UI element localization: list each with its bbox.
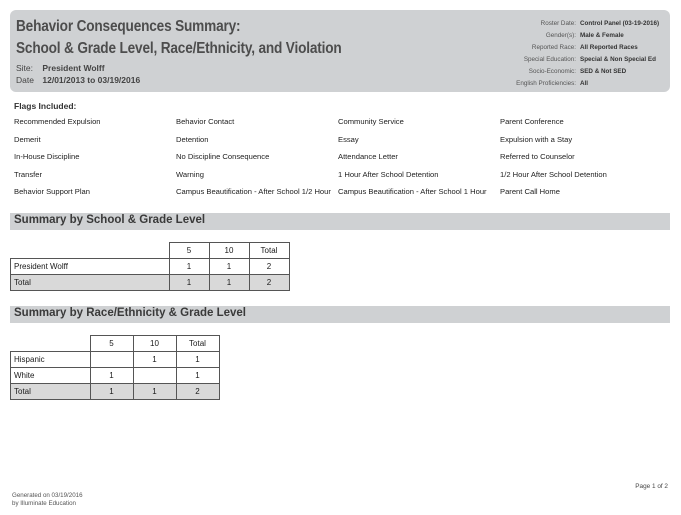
flag-item: Transfer	[14, 169, 42, 179]
date-label: Date	[16, 75, 34, 85]
table-cell	[133, 368, 176, 384]
flag-item: Parent Call Home	[500, 187, 560, 196]
filter-value: All	[580, 80, 589, 87]
site-value: President Wolff	[42, 63, 105, 73]
date-value: 12/01/2013 to 03/19/2016	[42, 75, 141, 85]
filter-value: Special & Non Special Ed	[580, 56, 656, 63]
column-header: 10	[209, 243, 249, 259]
race-section-header	[10, 306, 670, 323]
column-header: Total	[176, 336, 219, 352]
column-header: 10	[133, 336, 176, 352]
school-grade-table	[10, 242, 290, 291]
flag-item: 1/2 Hour After School Detention	[500, 169, 607, 179]
filter-row	[456, 42, 660, 54]
flag-item: Parent Conference	[500, 117, 564, 126]
flag-item: Detention	[176, 134, 209, 144]
school-section-header	[10, 213, 670, 230]
table-cell	[90, 352, 133, 368]
table-cell: 1	[169, 259, 209, 275]
row-label: Total	[11, 384, 91, 400]
column-header: Total	[249, 243, 289, 259]
table-cell: 1	[90, 368, 133, 384]
column-header: 5	[90, 336, 133, 352]
flag-item: Community Service	[338, 117, 404, 126]
filter-label: Reported Race:	[531, 44, 576, 51]
column-header: 5	[169, 243, 209, 259]
filter-value: Control Panel (03-19-2016)	[580, 20, 660, 27]
filter-row	[456, 18, 660, 30]
flag-item: Behavior Contact	[176, 117, 235, 126]
filter-summary	[456, 18, 660, 90]
flag-item: Campus Beautification - After School 1/2 Hour	[176, 187, 331, 196]
site-label: Site:	[16, 63, 34, 73]
table-total-row	[11, 384, 220, 400]
table-cell: 1	[176, 352, 219, 368]
filter-value: All Reported Races	[580, 44, 638, 51]
row-label: President Wolff	[11, 259, 170, 275]
table-cell: 2	[176, 384, 219, 400]
flag-item: No Discipline Consequence	[176, 152, 270, 161]
site-date-block	[16, 62, 140, 86]
row-label: Total	[11, 275, 170, 291]
table-cell: 1	[209, 259, 249, 275]
generated-by: by Illuminate Education	[12, 500, 76, 507]
filter-label: English Proficiencies:	[516, 80, 576, 87]
flag-item: 1 Hour After School Detention	[338, 169, 439, 179]
school-section-title: Summary by School & Grade Level	[14, 214, 206, 226]
report-title-line1: Behavior Consequences Summary:	[16, 18, 241, 35]
table-cell: 1	[133, 384, 176, 400]
row-label: White	[11, 368, 91, 384]
table-header-row	[11, 243, 290, 259]
table-row	[11, 259, 290, 275]
table-row	[11, 352, 220, 368]
flag-item: Attendance Letter	[338, 152, 398, 161]
report-title-line2: School & Grade Level, Race/Ethnicity, and Violation	[16, 40, 342, 57]
table-row	[11, 368, 220, 384]
filter-label: Special Education:	[523, 56, 576, 63]
filter-row	[456, 78, 660, 90]
filter-value: SED & Not SED	[580, 68, 627, 75]
flag-item: Essay	[338, 134, 359, 144]
flag-item: Behavior Support Plan	[14, 187, 90, 196]
filter-row	[456, 54, 660, 66]
generated-date: Generated on 03/19/2016	[12, 492, 83, 499]
filter-label: Socio-Economic:	[528, 68, 576, 75]
table-cell: 1	[90, 384, 133, 400]
race-section-title: Summary by Race/Ethnicity & Grade Level	[14, 307, 247, 319]
flag-item: In-House Discipline	[14, 152, 80, 161]
filter-row	[456, 66, 660, 78]
table-cell: 2	[249, 275, 289, 291]
filter-label: Gender(s):	[545, 32, 576, 39]
filter-value: Male & Female	[580, 32, 624, 39]
flag-item: Campus Beautification - After School 1 Hour	[338, 187, 487, 196]
report-title	[16, 16, 342, 60]
filter-label: Roster Date:	[540, 20, 576, 27]
flag-item: Recommended Expulsion	[14, 117, 101, 126]
table-cell: 2	[249, 259, 289, 275]
table-cell: 1	[176, 368, 219, 384]
flag-item: Warning	[176, 169, 204, 179]
flag-item: Referred to Counselor	[500, 152, 575, 161]
page-number: Page 1 of 2	[635, 483, 668, 490]
table-corner-cell	[11, 243, 170, 259]
table-corner-cell	[11, 336, 91, 352]
generated-note	[12, 492, 83, 508]
table-total-row	[11, 275, 290, 291]
flag-item: Expulsion with a Stay	[500, 134, 573, 144]
flags-title: Flags Included:	[14, 101, 77, 111]
race-grade-table	[10, 335, 220, 400]
filter-row	[456, 30, 660, 42]
flags-list	[14, 117, 674, 205]
table-header-row	[11, 336, 220, 352]
row-label: Hispanic	[11, 352, 91, 368]
table-cell: 1	[169, 275, 209, 291]
table-cell: 1	[209, 275, 249, 291]
report-header	[10, 10, 670, 92]
flag-item: Demerit	[14, 134, 41, 144]
table-cell: 1	[133, 352, 176, 368]
